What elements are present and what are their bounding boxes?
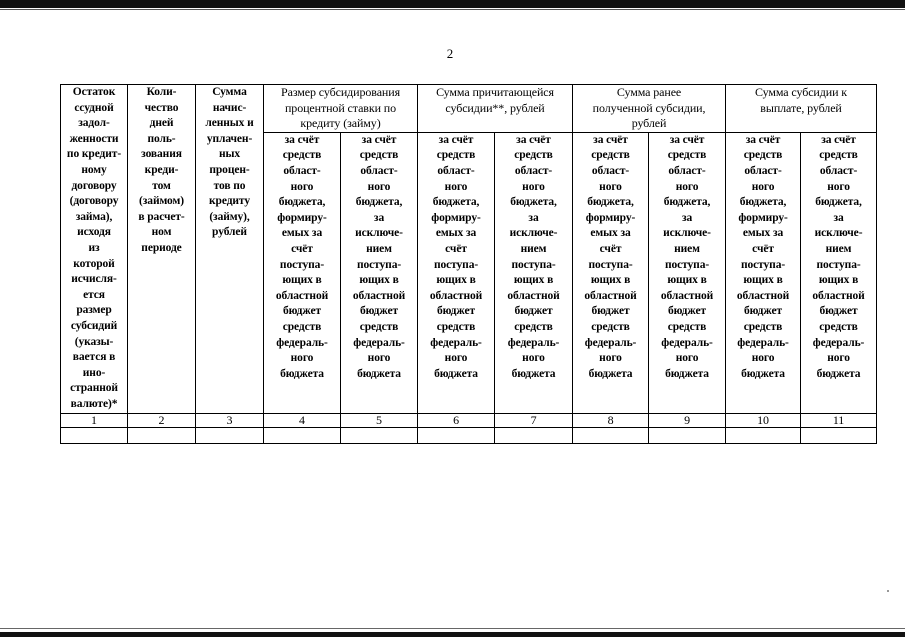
table-cell: [128, 427, 196, 443]
column-number: 6: [418, 413, 495, 427]
subheader-federal-funds: за счёт средств област- ного бюджета, формиру- емых за счёт поступа- ющих в областной бюджет средств федераль- ного бюджета: [726, 132, 801, 413]
subheader-federal-funds: за счёт средств област- ного бюджета, формиру- емых за счёт поступа- ющих в областной бюджет средств федераль- ного бюджета: [418, 132, 495, 413]
subsidy-table: [60, 84, 877, 444]
column-number: 8: [573, 413, 649, 427]
column-number: 11: [801, 413, 877, 427]
header-loan-balance: Остаток ссудной задол- женности по кредит- ному договору (договору займа), исходя из которой исчисля- ется размер субсидий (указы- вается в ино- странной валюте)*: [61, 85, 128, 414]
table-cell: [573, 427, 649, 443]
header-subsidy-payable: Сумма субсидии к выплате, рублей: [726, 85, 877, 133]
header-subsidy-received: Сумма ранее полученной субсидии, рублей: [573, 85, 726, 133]
table-cell: [341, 427, 418, 443]
header-subsidy-rate: Размер субсидирования процентной ставки по кредиту (займу): [264, 85, 418, 133]
table-cell: [196, 427, 264, 443]
column-number: 7: [495, 413, 573, 427]
scan-speck: [887, 590, 889, 592]
page-number: 2: [446, 46, 454, 61]
header-row: [61, 85, 877, 133]
table-cell: [61, 427, 128, 443]
column-number: 5: [341, 413, 418, 427]
subheader-regional-funds: за счёт средств област- ного бюджета, за исключе- нием поступа- ющих в областной бюджет средств федераль- ного бюджета: [495, 132, 573, 413]
column-number: 2: [128, 413, 196, 427]
column-number: 10: [726, 413, 801, 427]
column-number: 1: [61, 413, 128, 427]
column-number: 9: [649, 413, 726, 427]
top-border-rule: [0, 0, 905, 8]
subheader-regional-funds: за счёт средств област- ного бюджета, за исключе- нием поступа- ющих в областной бюджет средств федераль- ного бюджета: [801, 132, 877, 413]
table-cell: [801, 427, 877, 443]
table-cell: [264, 427, 341, 443]
empty-data-row: [61, 427, 877, 443]
subheader-federal-funds: за счёт средств област- ного бюджета, формиру- емых за счёт поступа- ющих в областной бюджет средств федераль- ного бюджета: [264, 132, 341, 413]
table-cell: [726, 427, 801, 443]
header-interest-sum: Сумма начис- ленных и уплачен- ных процен- тов по кредиту (займу), рублей: [196, 85, 264, 414]
table-cell: [649, 427, 726, 443]
subheader-federal-funds: за счёт средств област- ного бюджета, формиру- емых за счёт поступа- ющих в областной бюджет средств федераль- ного бюджета: [573, 132, 649, 413]
column-number: 4: [264, 413, 341, 427]
table-cell: [495, 427, 573, 443]
top-border-thin-rule: [0, 9, 905, 10]
subheader-regional-funds: за счёт средств област- ного бюджета, за исключе- нием поступа- ющих в областной бюджет средств федераль- ного бюджета: [341, 132, 418, 413]
column-number: 3: [196, 413, 264, 427]
column-number-row: [61, 413, 877, 427]
table-cell: [418, 427, 495, 443]
subheader-regional-funds: за счёт средств област- ного бюджета, за исключе- нием поступа- ющих в областной бюджет средств федераль- ного бюджета: [649, 132, 726, 413]
header-days-count: Коли- чество дней поль- зования креди- том (займом) в расчет- ном периоде: [128, 85, 196, 414]
bottom-border-thin-rule: [0, 628, 905, 629]
bottom-border-rule: [0, 632, 905, 637]
header-subsidy-due: Сумма причитающейся субсидии**, рублей: [418, 85, 573, 133]
